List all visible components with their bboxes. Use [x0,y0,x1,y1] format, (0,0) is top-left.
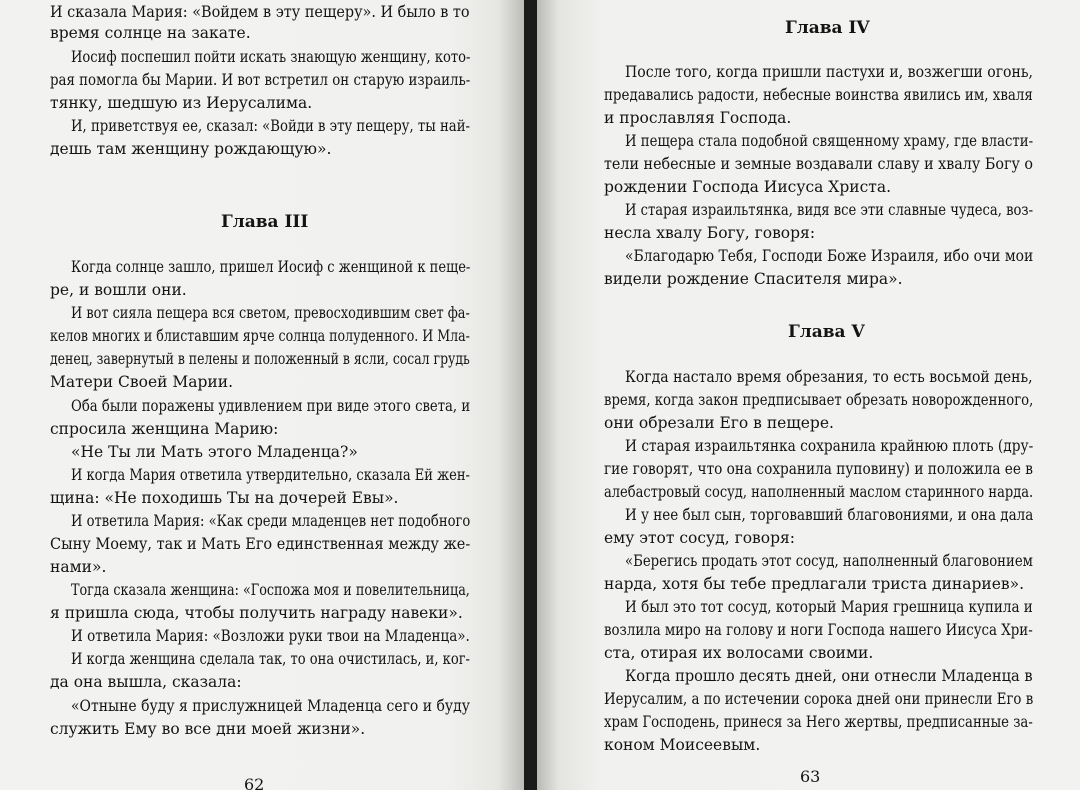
text-line: дешь там женщину рождающую». [50,140,332,158]
text-line: ему этот сосуд, говоря: [604,529,796,547]
text-line: И когда женщина сделала так, то она очистилась, и, ког- [71,650,470,668]
text-line: рая помогла бы Марии. И вот встретил он старую израиль- [50,71,471,89]
text-line: И когда Мария ответила утвердительно, сказала Ей жен- [71,466,470,484]
text-line: И пещера стала подобной священному храму, где власти- [625,132,1034,150]
text-line: И у нее был сын, торговавший благовониями, и она дала [625,506,1034,524]
text-line: алебастровый сосуд, наполненный маслом старинного нарда. [604,483,1034,501]
text-line: я пришла сюда, чтобы получить награду навеки». [50,604,463,622]
text-line: И ответила Мария: «Возложи руки твои на Младенца». [71,627,470,645]
text-line: время, когда закон предписывает обрезать новорожденного, [604,391,1034,409]
text-line: Тогда сказала женщина: «Госпожа моя и повелительница, [71,581,470,599]
text-line: видели рождение Спасителя мира». [604,270,903,288]
text-line: предавались радости, небесные воинства явились им, хваля [604,86,1033,104]
text-line: «Берегись продать этот сосуд, наполненный благовонием [625,552,1033,570]
text-line: ре, и вошли они. [50,281,187,299]
text-line: тянку, шедшую из Иерусалима. [50,94,313,112]
text-line: коном Моисеевым. [604,736,761,754]
text-line: спросила женщина Марию: [50,420,279,438]
text-line: Когда настало время обрезания, то есть восьмой день, [625,368,1033,386]
text-line: Иерусалим, а по истечении сорока дней они принесли Его в [604,690,1034,708]
text-line: тели небесные и земные воздавали славу и хвалу Богу о [604,155,1034,173]
text-line: келов многих и блиставшим ярче солнца полуденного. И Мла- [50,327,470,345]
text-line: «Благодарю Тебя, Господи Боже Израиля, ибо очи мои [625,247,1034,265]
text-line: После того, когда пришли пастухи и, возжегши огонь, [625,63,1034,81]
text-line: нами». [50,558,107,576]
right-page [537,0,1080,790]
text-line: они обрезали Его в пещере. [604,414,834,432]
text-line: Матери Своей Марии. [50,373,234,391]
text-line: И сказала Мария: «Войдем в эту пещеру». И было в то [50,3,470,21]
text-line: гие говорят, что она сохранила пуповину) и положила ее в [604,460,1033,478]
text-line: да она вышла, сказала: [50,673,242,691]
text-line: И старая израильтянка, видя все эти славные чудеса, воз- [625,201,1034,219]
chapter-heading: Глава III [221,212,309,232]
text-line: нарда, хотя бы тебе предлагали триста динариев». [604,575,1025,593]
page-number: 63 [800,767,821,786]
text-line: Когда прошло десять дней, они отнесли Младенца в [625,667,1033,685]
text-line: Когда солнце зашло, пришел Иосиф с женщиной к пеще- [71,258,471,276]
text-line: И, приветствуя ее, сказал: «Войди в эту пещеру, ты най- [71,117,471,135]
text-line: И был это тот сосуд, который Мария грешница купила и [625,598,1033,616]
text-line: щина: «Не походишь Ты на дочерей Евы». [50,489,399,507]
text-line: Сыну Моему, так и Мать Его единственная между же- [50,535,471,553]
text-line: несла хвалу Богу, говоря: [604,224,816,242]
chapter-heading: Глава V [788,322,865,342]
text-line: и прославляя Господа. [604,109,792,127]
text-line: время солнце на закате. [50,24,251,42]
text-line: ста, отирая их волосами своими. [604,644,874,662]
text-line: И ответила Мария: «Как среди младенцев нет подобного [71,512,471,530]
text-line: храм Господень, принеся за Него жертвы, предписанные за- [604,713,1033,731]
text-line: Оба были поражены удивлением при виде этого света, и [71,397,471,415]
text-line: И старая израильтянка сохранила крайнюю плоть (дру- [625,437,1034,455]
left-page [0,0,524,790]
chapter-heading: Глава IV [785,18,870,38]
text-line: служить Ему во все дни моей жизни». [50,720,366,738]
text-line: «Отныне буду я прислужницей Младенца сего и буду [71,697,470,715]
text-line: рождении Господа Иисуса Христа. [604,178,892,196]
text-line: И вот сияла пещера вся светом, превосходившим свет фа- [71,304,470,322]
page-number: 62 [244,775,265,790]
text-line: «Не Ты ли Мать этого Младенца?» [71,443,358,461]
text-line: Иосиф поспешил пойти искать знающую женщину, кото- [71,48,471,66]
text-line: денец, завернутый в пелены и положенный в ясли, сосал грудь [50,350,470,368]
text-line: возлила миро на голову и ноги Господа нашего Иисуса Хри- [604,621,1033,639]
